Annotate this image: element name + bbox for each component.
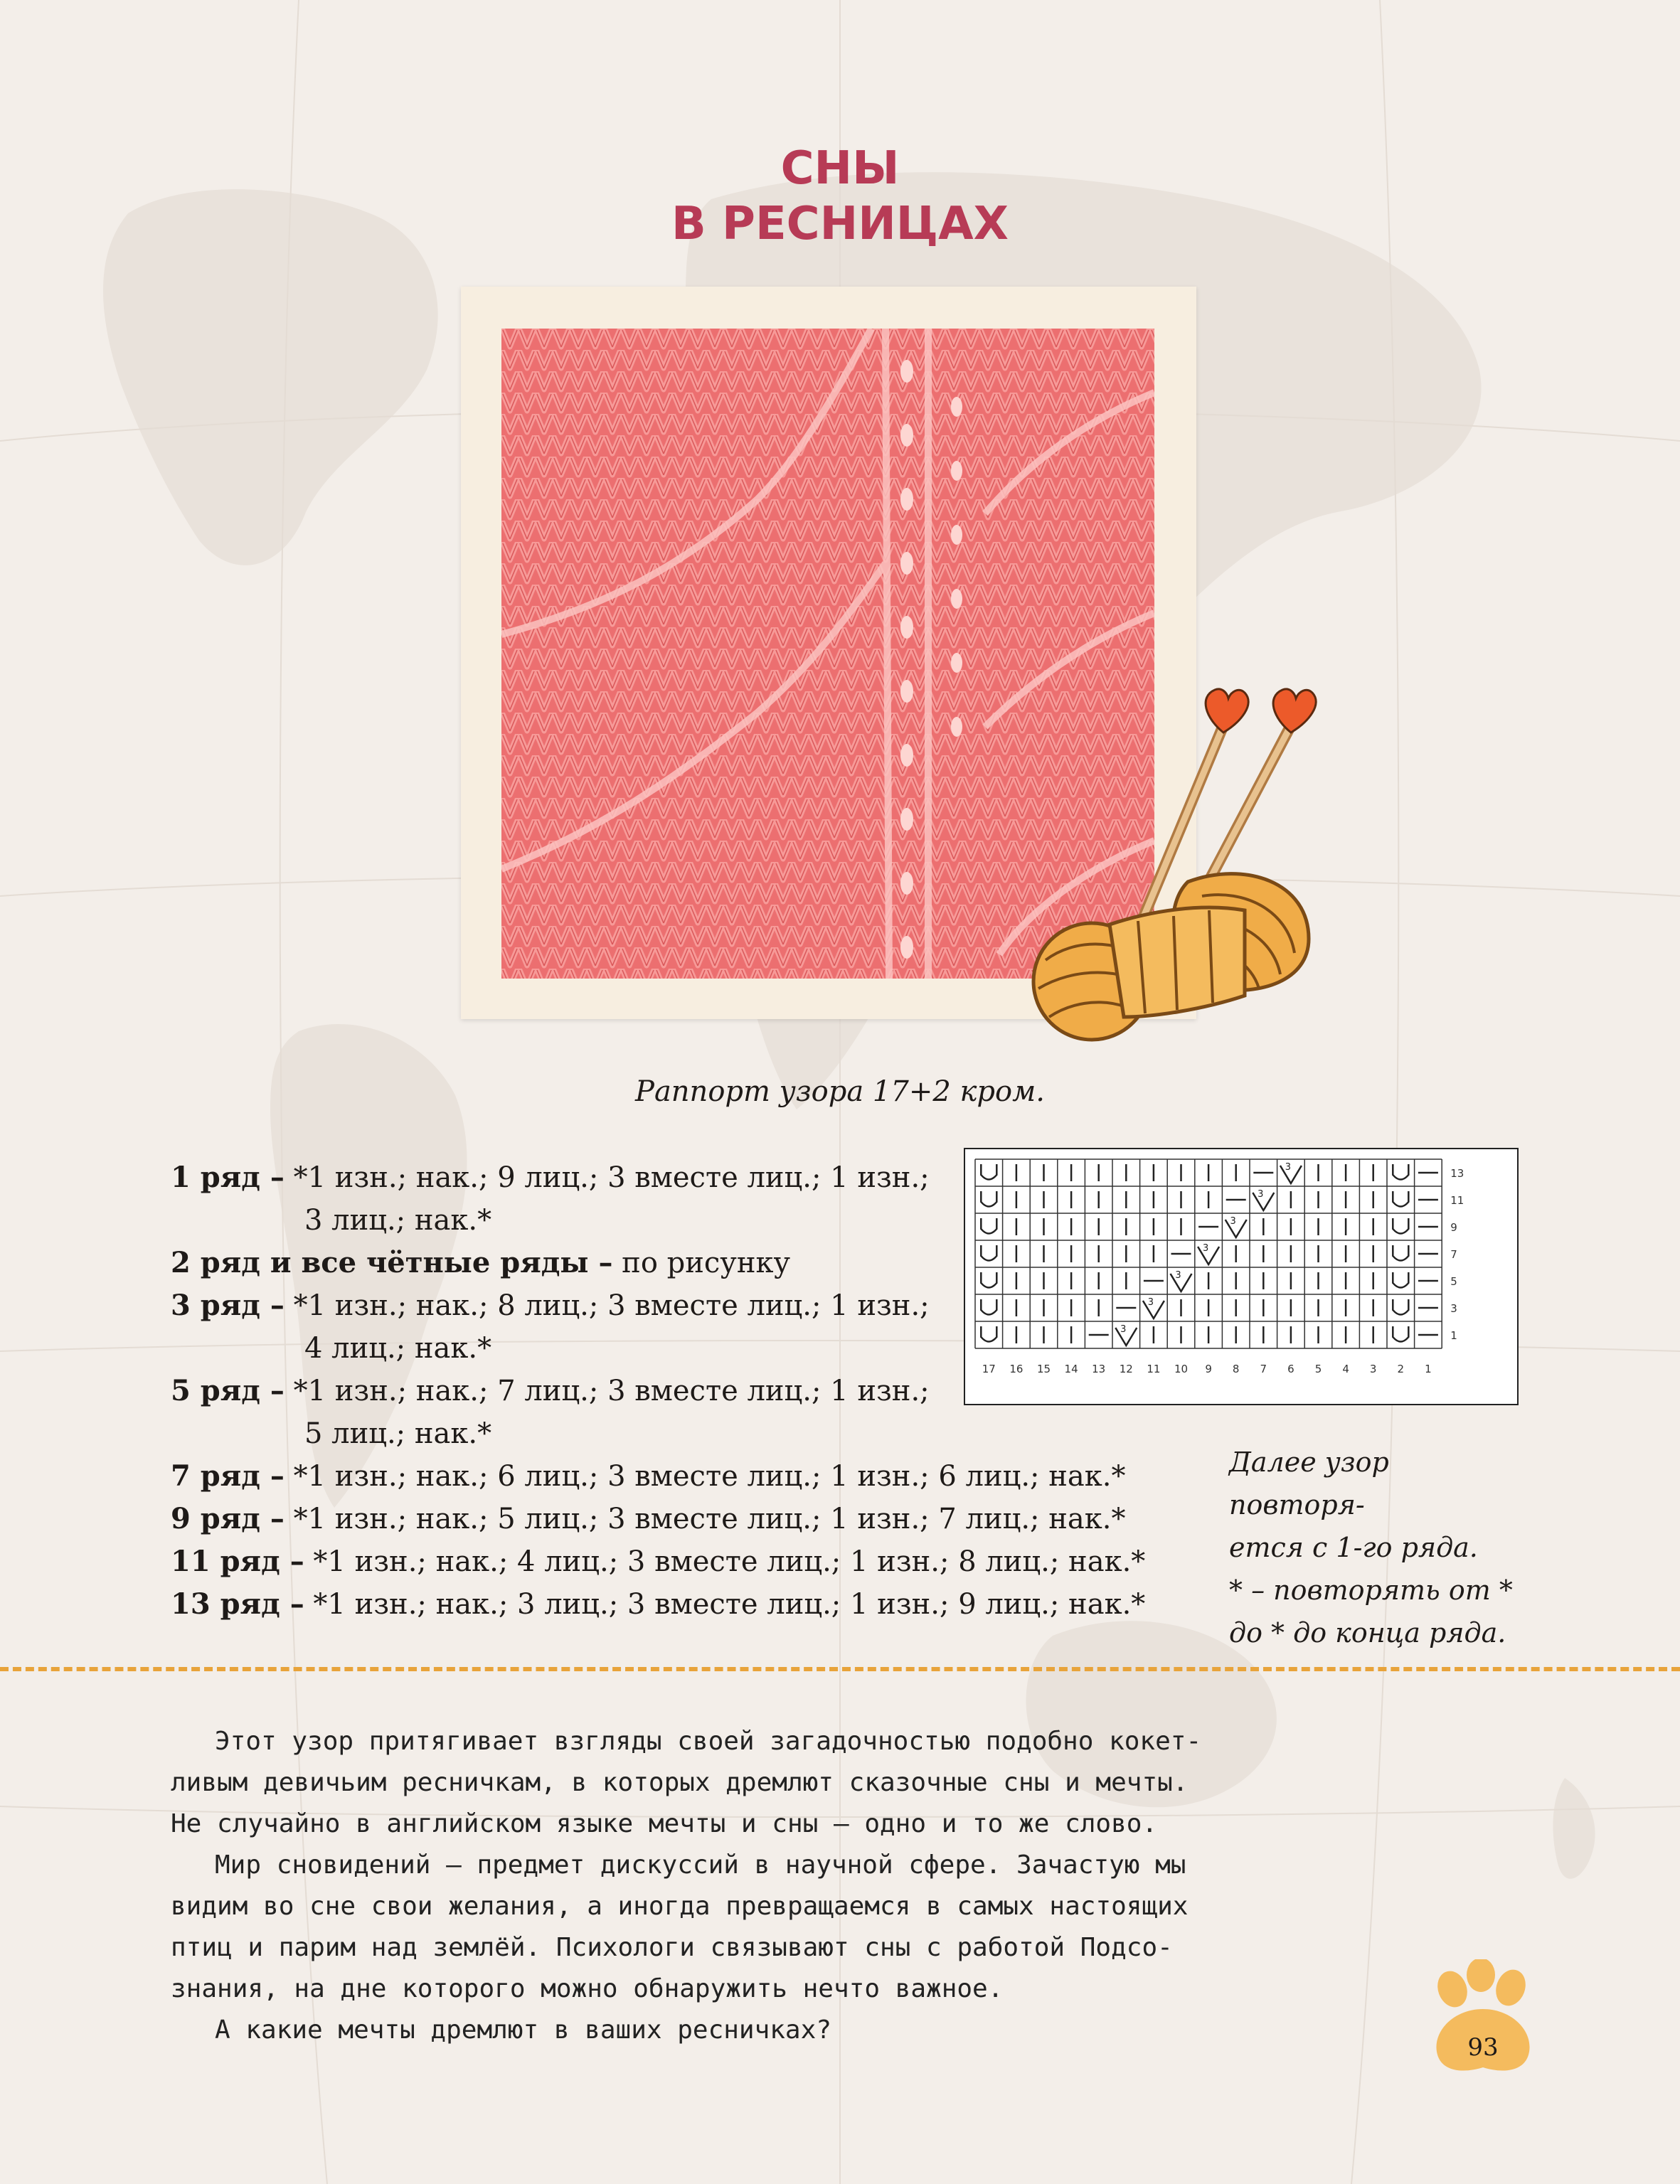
story-line: Этот узор притягивает взгляды своей загадочностью подобно кокет- xyxy=(215,1727,1202,1756)
chart-col-label: 13 xyxy=(1092,1363,1106,1375)
k3tog-number: 3 xyxy=(1147,1297,1154,1308)
pattern-caption: Раппорт узора 17+2 кром. xyxy=(635,1075,1045,1108)
yarn-over-symbol xyxy=(1393,1272,1408,1288)
instruction-row: 7 ряд – *1 изн.; нак.; 6 лиц.; 3 вместе лиц.; 1 изн.; 6 лиц.; нак.* xyxy=(171,1459,1126,1493)
chart-row-label: 5 xyxy=(1450,1275,1457,1288)
chart-col-label: 12 xyxy=(1119,1363,1133,1375)
k3tog-number: 3 xyxy=(1175,1270,1181,1281)
knitting-chart xyxy=(964,1148,1519,1405)
instruction-row-cont: 5 лиц.; нак.* xyxy=(304,1417,492,1450)
chart-col-label: 5 xyxy=(1314,1363,1322,1375)
story-text xyxy=(171,1721,1451,2051)
yarn-ball-icon xyxy=(1033,874,1309,1040)
chart-col-label: 7 xyxy=(1260,1363,1267,1375)
yarn-over-symbol xyxy=(981,1245,996,1261)
yarn-over-symbol xyxy=(1393,1218,1408,1234)
note-line: Далее узор повторя- xyxy=(1229,1447,1389,1520)
chart-col-label: 10 xyxy=(1174,1363,1189,1375)
instruction-row: 13 ряд – *1 изн.; нак.; 3 лиц.; 3 вместе лиц.; 1 изн.; 9 лиц.; нак.* xyxy=(171,1587,1146,1621)
page-title-line-1: СНЫ xyxy=(780,142,900,195)
page-number: 93 xyxy=(1467,2033,1499,2062)
instruction-row: 5 ряд – *1 изн.; нак.; 7 лиц.; 3 вместе лиц.; 1 изн.; xyxy=(171,1374,930,1407)
repeat-note xyxy=(1229,1441,1528,1654)
story-line: видим во сне свои желания, а иногда превращаемся в самых настоящих xyxy=(171,1892,1189,1921)
chart-col-label: 16 xyxy=(1009,1363,1024,1375)
k3tog-number: 3 xyxy=(1258,1189,1264,1200)
yarn-over-symbol xyxy=(1393,1191,1408,1207)
chart-row-label: 1 xyxy=(1450,1329,1457,1342)
yarn-over-symbol xyxy=(981,1164,996,1180)
chart-col-label: 11 xyxy=(1147,1363,1161,1375)
yarn-over-symbol xyxy=(981,1218,996,1234)
yarn-over-symbol xyxy=(1393,1326,1408,1342)
chart-col-label: 15 xyxy=(1036,1363,1051,1375)
k3tog-number: 3 xyxy=(1202,1243,1209,1254)
k3tog-number: 3 xyxy=(1285,1162,1292,1173)
dashed-divider xyxy=(0,1667,1680,1671)
yarn-over-symbol xyxy=(981,1299,996,1315)
note-line: до * до конца ряда. xyxy=(1229,1617,1506,1648)
chart-row-label: 13 xyxy=(1450,1167,1464,1180)
chart-col-label: 14 xyxy=(1064,1363,1078,1375)
story-line: Не случайно в английском языке мечты и сны – одно и то же слово. xyxy=(171,1809,1158,1838)
chart-row-label: 3 xyxy=(1450,1302,1457,1315)
chart-col-label: 8 xyxy=(1232,1363,1240,1375)
yarn-over-symbol xyxy=(981,1326,996,1342)
chart-col-label: 3 xyxy=(1369,1363,1377,1375)
instruction-row: 11 ряд – *1 изн.; нак.; 4 лиц.; 3 вместе лиц.; 1 изн.; 8 лиц.; нак.* xyxy=(171,1545,1146,1578)
story-line: ливым девичьим ресничкам, в которых дремлют сказочные сны и мечты. xyxy=(171,1768,1189,1797)
note-line: * – повторять от * xyxy=(1229,1575,1513,1606)
chart-row-label: 7 xyxy=(1450,1248,1457,1261)
instruction-row: 9 ряд – *1 изн.; нак.; 5 лиц.; 3 вместе лиц.; 1 изн.; 7 лиц.; нак.* xyxy=(171,1502,1126,1535)
knitting-needles-icon xyxy=(1031,683,1330,1053)
chart-row-label: 11 xyxy=(1450,1194,1464,1207)
instruction-row: 3 ряд – *1 изн.; нак.; 8 лиц.; 3 вместе лиц.; 1 изн.; xyxy=(171,1289,930,1322)
chart-col-label: 2 xyxy=(1397,1363,1405,1375)
chart-col-label: 6 xyxy=(1287,1363,1294,1375)
instruction-row-cont: 4 лиц.; нак.* xyxy=(304,1332,492,1365)
story-line: знания, на дне которого можно обнаружить нечто важное. xyxy=(171,1974,1004,2003)
paw-icon xyxy=(1430,1959,1536,2080)
instruction-row: 1 ряд – *1 изн.; нак.; 9 лиц.; 3 вместе лиц.; 1 изн.; xyxy=(171,1161,930,1194)
chart-col-label: 17 xyxy=(982,1363,996,1375)
page-title-line-2: В РЕСНИЦАХ xyxy=(671,198,1009,250)
yarn-over-symbol xyxy=(981,1272,996,1288)
story-line: А какие мечты дремлют в ваших ресничках? xyxy=(215,2015,831,2045)
chart-col-label: 4 xyxy=(1342,1363,1349,1375)
note-line: ется с 1-го ряда. xyxy=(1229,1532,1478,1563)
story-line: птиц и парим над землёй. Психологи связывают сны с работой Подсо- xyxy=(171,1933,1173,1962)
k3tog-number: 3 xyxy=(1230,1216,1236,1227)
chart-col-label: 1 xyxy=(1425,1363,1432,1375)
yarn-over-symbol xyxy=(1393,1299,1408,1315)
yarn-over-symbol xyxy=(1393,1164,1408,1180)
yarn-over-symbol xyxy=(981,1191,996,1207)
chart-col-label: 9 xyxy=(1205,1363,1212,1375)
instruction-row: 2 ряд и все чётные ряды – по рисунку xyxy=(171,1246,791,1279)
instruction-row-cont: 3 лиц.; нак.* xyxy=(304,1204,492,1237)
story-line: Мир сновидений – предмет дискуссий в научной сфере. Зачастую мы xyxy=(215,1850,1186,1880)
chart-row-label: 9 xyxy=(1450,1221,1457,1234)
yarn-over-symbol xyxy=(1393,1245,1408,1261)
k3tog-number: 3 xyxy=(1120,1324,1127,1335)
